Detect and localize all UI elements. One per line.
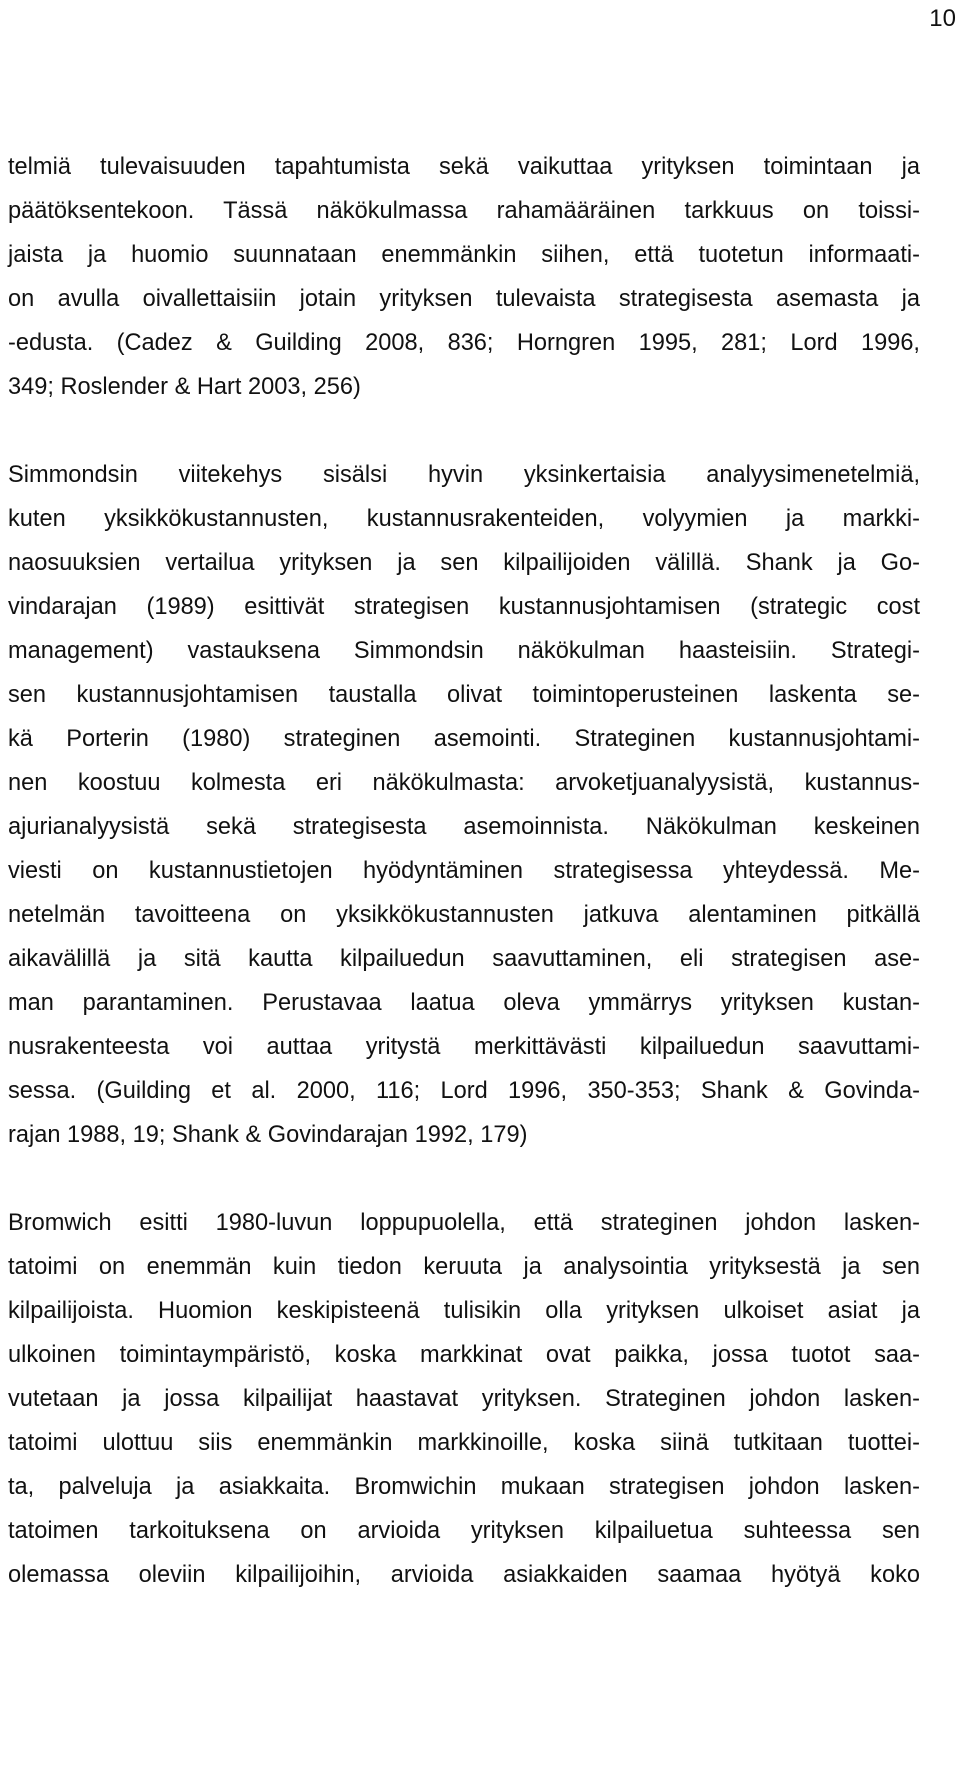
text-line: ta, palveluja ja asiakkaita. Bromwichin mukaan strategisen johdon lasken- [8, 1474, 920, 1500]
text-line: kä Porterin (1980) strateginen asemointi. Strateginen kustannusjohtami- [8, 726, 920, 752]
text-line: kilpailijoista. Huomion keskipisteenä tulisikin olla yrityksen ulkoiset asiat ja [8, 1298, 920, 1324]
text-line: kuten yksikkökustannusten, kustannusrakenteiden, volyymien ja markki- [8, 506, 920, 532]
text-line: management) vastauksena Simmondsin näkökulman haasteisiin. Strategi- [8, 638, 920, 664]
paragraph-2 [8, 453, 920, 1157]
paragraph-1 [8, 145, 920, 409]
text-line: nen koostuu kolmesta eri näkökulmasta: arvoketjuanalyysistä, kustannus- [8, 770, 920, 796]
text-line: netelmän tavoitteena on yksikkökustannusten jatkuva alentaminen pitkällä [8, 902, 920, 928]
text-line: vindarajan (1989) esittivät strategisen kustannusjohtamisen (strategic cost [8, 594, 920, 620]
text-line: on avulla oivallettaisiin jotain yrityksen tulevaista strategisesta asemasta ja [8, 286, 920, 312]
text-line: jaista ja huomio suunnataan enemmänkin siihen, että tuotetun informaati- [8, 242, 920, 268]
text-line: ulkoinen toimintaympäristö, koska markkinat ovat paikka, jossa tuotot saa- [8, 1342, 920, 1368]
text-line: naosuuksien vertailua yrityksen ja sen kilpailijoiden välillä. Shank ja Go- [8, 550, 920, 576]
text-line: man parantaminen. Perustavaa laatua oleva ymmärrys yrityksen kustan- [8, 990, 920, 1016]
text-line: aikavälillä ja sitä kautta kilpailuedun saavuttaminen, eli strategisen ase- [8, 946, 920, 972]
text-line: ajurianalyysistä sekä strategisesta asemoinnista. Näkökulman keskeinen [8, 814, 920, 840]
paragraph-gap [8, 409, 920, 453]
text-line: tatoimi on enemmän kuin tiedon keruuta ja analysointia yrityksestä ja sen [8, 1254, 920, 1280]
page-number: 10 [929, 5, 956, 32]
paragraph-3 [8, 1201, 920, 1597]
text-line: rajan 1988, 19; Shank & Govindarajan 1992, 179) [8, 1122, 528, 1148]
text-line: telmiä tulevaisuuden tapahtumista sekä vaikuttaa yrityksen toimintaan ja [8, 154, 920, 180]
text-line: vutetaan ja jossa kilpailijat haastavat yrityksen. Strateginen johdon lasken- [8, 1386, 920, 1412]
text-line: tatoimi ulottuu siis enemmänkin markkinoille, koska siinä tutkitaan tuottei- [8, 1430, 920, 1456]
text-line: Bromwich esitti 1980-luvun loppupuolella, että strateginen johdon lasken- [8, 1210, 920, 1236]
text-line: sessa. (Guilding et al. 2000, 116; Lord 1996, 350-353; Shank & Govinda- [8, 1078, 920, 1104]
text-line: päätöksentekoon. Tässä näkökulmassa rahamääräinen tarkkuus on toissi- [8, 198, 920, 224]
text-line: sen kustannusjohtamisen taustalla olivat toimintoperusteinen laskenta se- [8, 682, 920, 708]
text-line: tatoimen tarkoituksena on arvioida yrityksen kilpailuetua suhteessa sen [8, 1518, 920, 1544]
text-line: Simmondsin viitekehys sisälsi hyvin yksinkertaisia analyysimenetelmiä, [8, 462, 920, 488]
text-line: 349; Roslender & Hart 2003, 256) [8, 374, 361, 400]
body-text [8, 145, 920, 1597]
text-line: viesti on kustannustietojen hyödyntäminen strategisessa yhteydessä. Me- [8, 858, 920, 884]
text-line: -edusta. (Cadez & Guilding 2008, 836; Horngren 1995, 281; Lord 1996, [8, 330, 920, 356]
text-line: nusrakenteesta voi auttaa yritystä merkittävästi kilpailuedun saavuttami- [8, 1034, 920, 1060]
text-line: olemassa oleviin kilpailijoihin, arvioida asiakkaiden saamaa hyötyä koko [8, 1562, 920, 1588]
paragraph-gap [8, 1157, 920, 1201]
